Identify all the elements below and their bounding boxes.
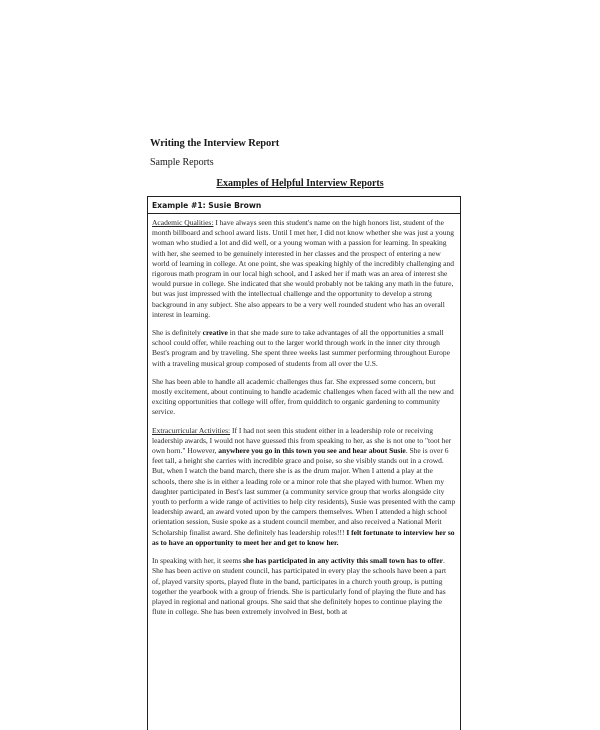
document-heading: Writing the Interview Report (150, 138, 280, 149)
paragraph-text: She is definitely (152, 328, 203, 338)
paragraph-activities (152, 556, 456, 617)
emphasis-text: I felt fortunate to interview her so as to have an opportunity to meet her and get to know her. (152, 527, 455, 547)
section-title: Examples of Helpful Interview Reports (216, 178, 384, 189)
paragraph-academic-qualities (152, 218, 456, 320)
paragraph-text: She has been able to handle all academic challenges thus far. She expressed some concern, but mostly excitement, about continuing to handle academic challenges when faced with all the new and exciting opportunities that college will offer, from quidditch to organic gardening to community service. (152, 376, 454, 417)
paragraph-text: If I had not seen this student either in a leadership role or receiving leadership awards, I would not have guessed this from speaking to her, as she is not one to "toot her own horn." However, (152, 425, 452, 456)
paragraph-text: I have always seen this student's name on the high honors list, student of the month billboard and school award lists. Until I met her, I did not know whether she was just a young woman who studied a lot and did well, or a young woman with a passion for learning. In speaking with her, she seemed to be genuinely interested in her classes and the prospect of entering a new world of learning in college. At one point, she was speaking highly of the incredibly challenging and rigorous math program in our local high school, and I asked her if math was an area of interest she would pursue in college. She indicated that she would probably not be taking any math in the future, but was just impressed with the intellectual challenge and the opportunity to develop a strong background in any subject. She also appears to be a very well rounded student who has an overall interest in learning. (152, 218, 455, 319)
paragraph-text: . She is over 6 feet tall, a height she carries with incredible grace and poise, so she visibly stands out in a crowd. But, when I watch the band march, there she is as the drum major. When I attend a play at the schools, there she is in either a leading role or a minor role that she played with humor. When my daughter participated in Best's last summer (a community service group that works alongside city youth to perform a wide range of activities to help city residents), Susie was presented with the camp leadership award, an award voted upon by the campers themselves. When I attended a high school orientation session, Susie spoke as a student council member, and also received a National Merit Scholarship finalist award. She definitely has leadership roles!!! (152, 446, 456, 537)
paragraph-extracurricular (152, 426, 456, 548)
emphasis-text: creative (202, 328, 228, 338)
paragraph-text: in that she made sure to take advantages of all the opportunities a small school could offer, while reaching out to the larger world through work in the inner city through Best's program and by traveling. She spent three weeks last summer performing throughout Europe with a traveling musical group composed of students from all over the U.S. (152, 328, 450, 368)
document-subheading: Sample Reports (150, 157, 214, 168)
paragraph-creative (152, 328, 456, 369)
paragraph-text: . She has been active on student council, has participated in every play the schools have been a part of, played varsity sports, played flute in the band, participates in a church youth group, is putting together the yearbook with a group of friends. She is particularly fond of playing the flute and has played in regional and national groups. She said that she definitely hopes to continue playing the flute in college. She has been extremely involved in Best, both at (152, 556, 447, 617)
paragraph-text: In speaking with her, it seems (152, 556, 244, 566)
example-box (147, 196, 461, 730)
example-title: Example #1: Susie Brown (152, 201, 262, 210)
example-content (148, 214, 460, 617)
paragraph-label: Extracurricular Activities: (152, 425, 231, 435)
emphasis-text: anywhere you go in this town you see and hear about Susie (218, 446, 406, 456)
paragraph-label: Academic Qualities: (152, 218, 214, 227)
emphasis-text: she has participated in any activity this small town has to offer (243, 556, 443, 566)
paragraph-academic-challenges (152, 377, 456, 418)
